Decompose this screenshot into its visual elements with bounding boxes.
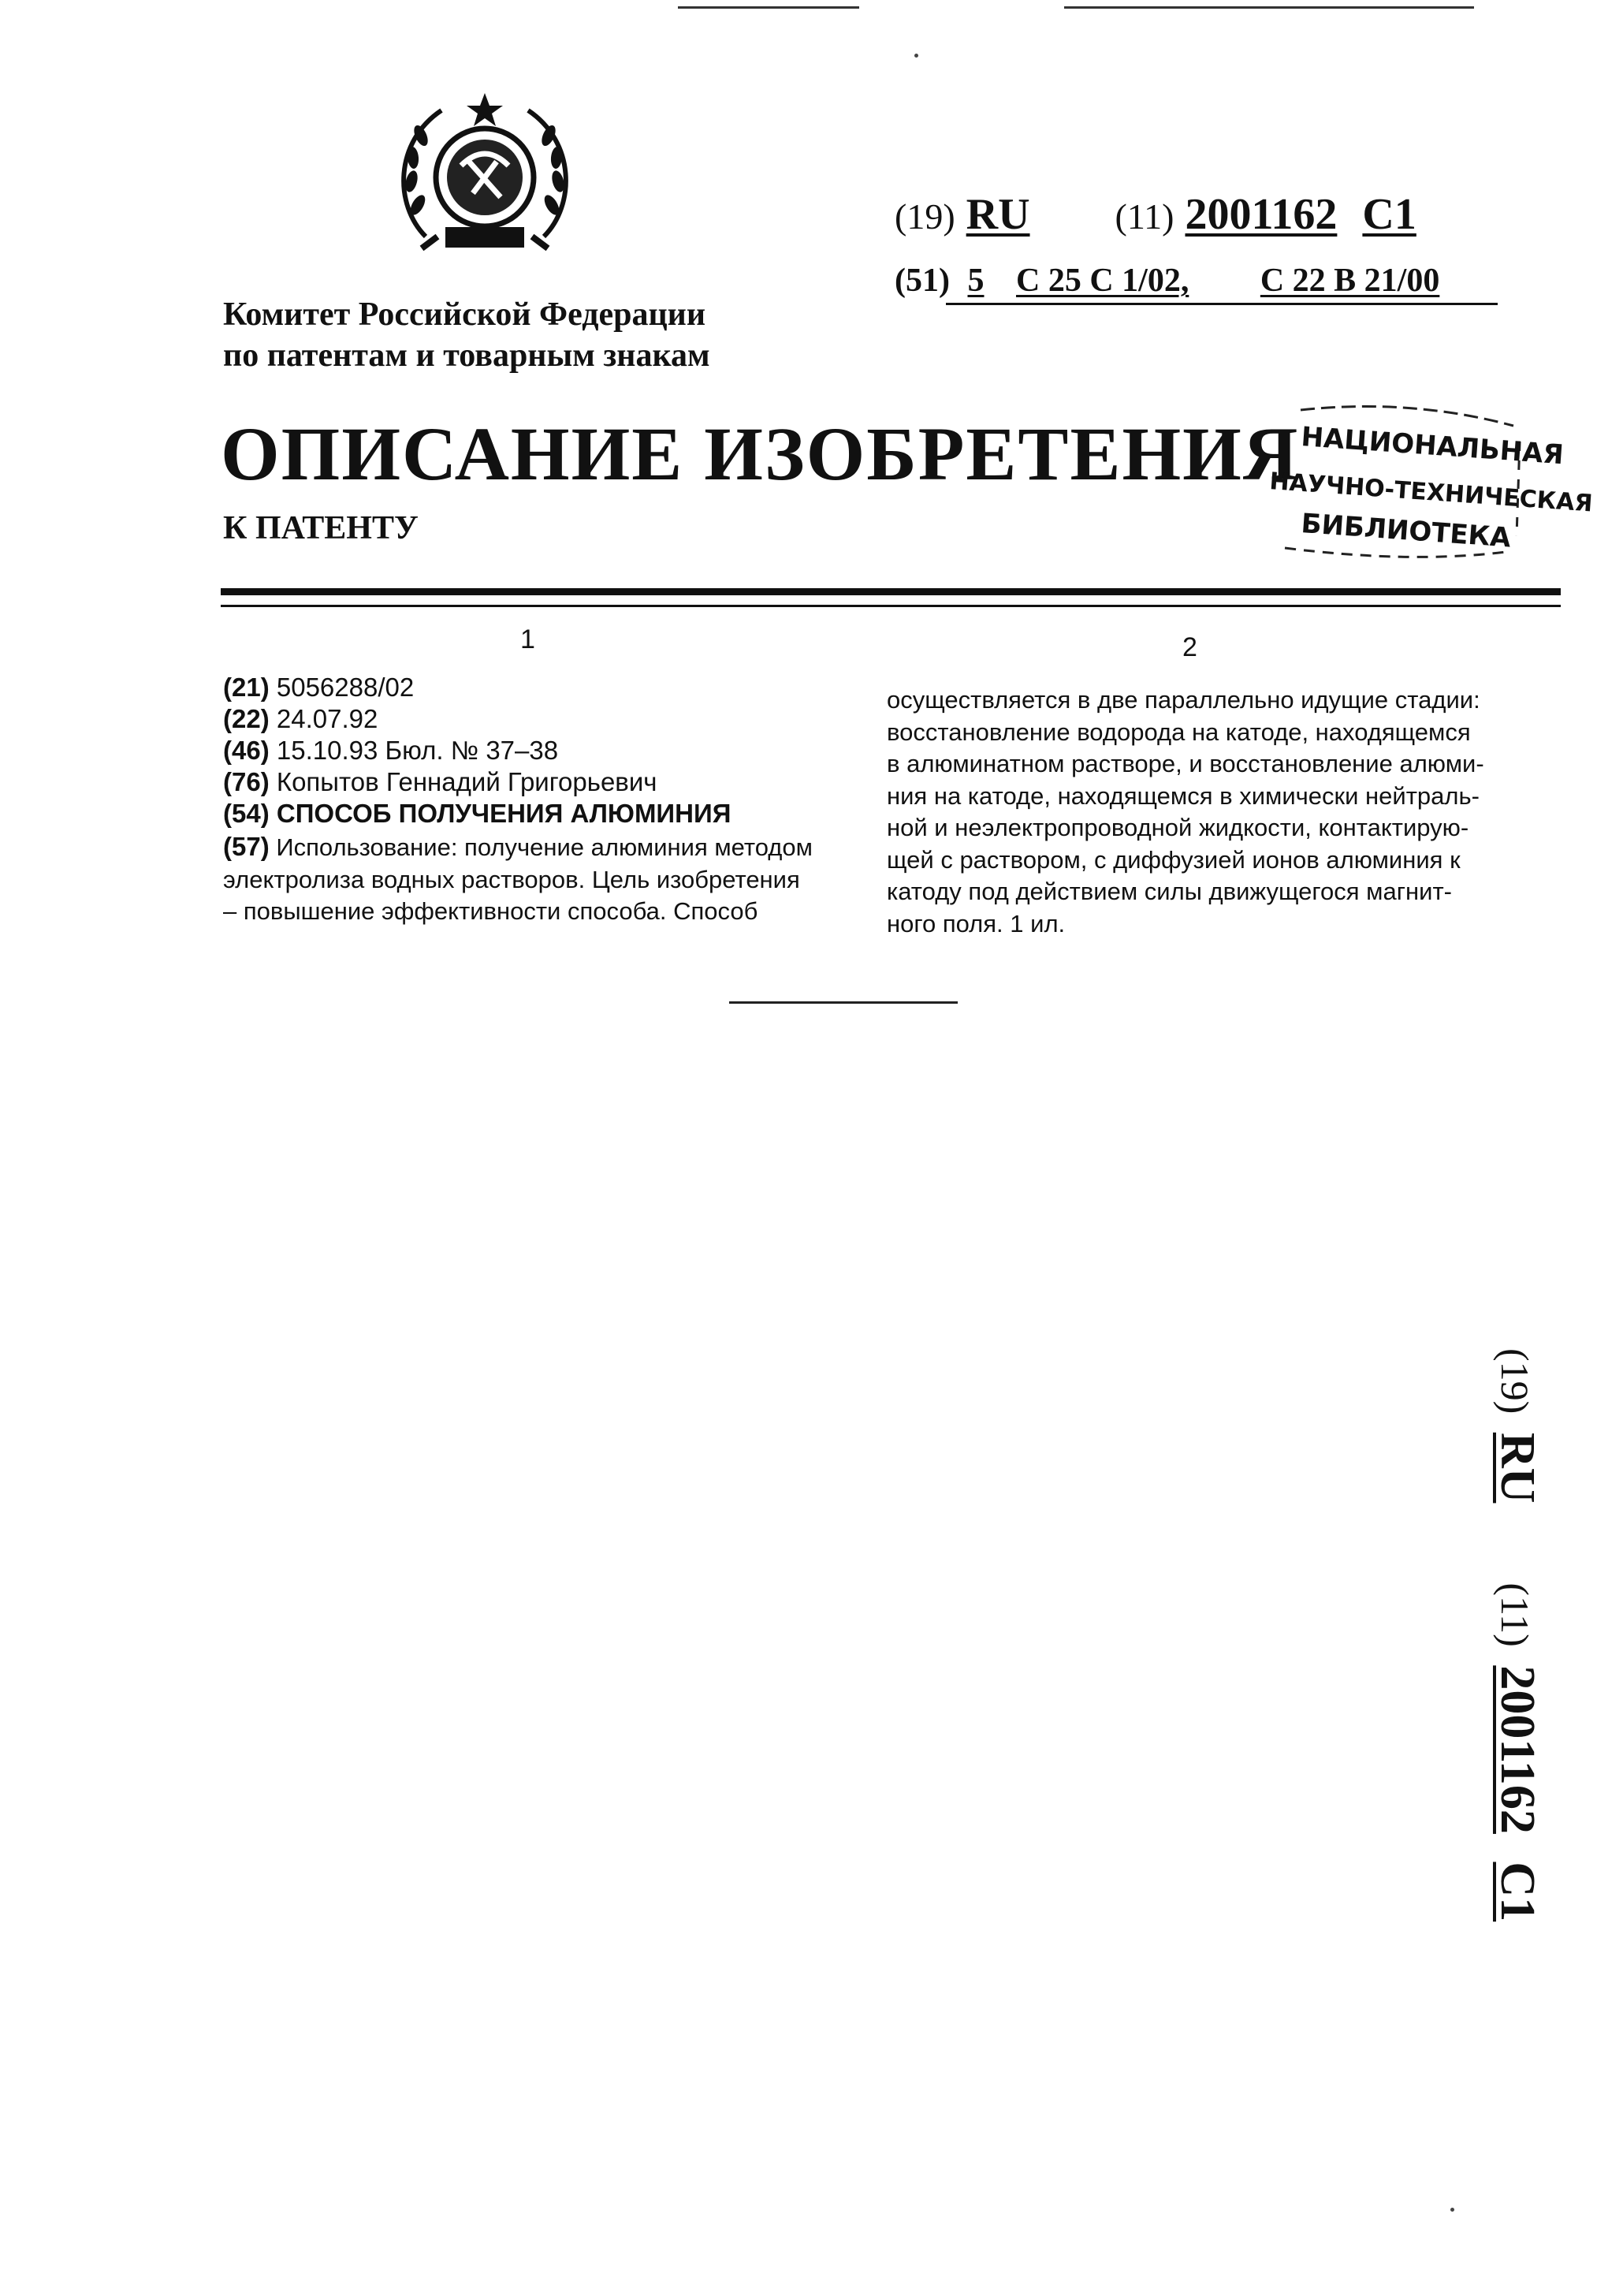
document-subtitle: К ПАТЕНТУ xyxy=(223,510,419,546)
abstract-line: ния на катоде, находящемся в химически нейтраль- xyxy=(887,781,1480,810)
abstract-line: катоду под действием силы движущегося магнит- xyxy=(887,878,1452,905)
field-54 xyxy=(223,798,731,829)
side-country: RU xyxy=(1491,1432,1544,1504)
field-value: 5056288/02 xyxy=(276,673,415,702)
abstract-line: восстановление водорода на катоде, находящемся xyxy=(887,718,1471,746)
code51-label: (51) xyxy=(895,263,950,299)
abstract-line xyxy=(223,831,813,864)
abstract-line: ного поля. 1 ил. xyxy=(887,909,1066,937)
ipc-underline xyxy=(946,303,1498,305)
side-code11: (11) xyxy=(1493,1582,1537,1647)
abstract-line: осуществляется в две параллельно идущие стадии: xyxy=(887,686,1480,714)
side-code19: (19) xyxy=(1493,1348,1537,1414)
stamp-line-1: НАЦИОНАЛЬНАЯ xyxy=(1300,421,1565,472)
side-patent-number: 2001162 xyxy=(1491,1665,1544,1834)
header-rule-thick xyxy=(221,588,1561,595)
committee-line-2: по патентам и товарным знакам xyxy=(223,337,710,374)
abstract-line: – повышение эффективности способа. Способ xyxy=(223,897,758,925)
committee-line-1: Комитет Российской Федерации xyxy=(223,296,706,333)
field-value: 24.07.92 xyxy=(276,704,378,733)
scan-speck xyxy=(1450,2208,1454,2212)
abstract-line: в алюминатном растворе, и восстановление алюми- xyxy=(887,750,1484,777)
abstract-line: ной и неэлектропроводной жидкости, контактирую- xyxy=(887,814,1469,841)
patent-id-line xyxy=(895,189,1416,240)
section-divider xyxy=(729,1001,958,1004)
ipc-line xyxy=(895,262,1439,300)
ipc-edition: 5 xyxy=(967,263,985,299)
side-patent-id xyxy=(1489,1348,1545,1921)
abstract-line: щей с раствором, с диффузией ионов алюминия к xyxy=(887,845,1461,874)
ipc-class-1: C 25 C 1/02, xyxy=(1015,263,1189,299)
field-22 xyxy=(223,703,378,735)
stamp-line-3: БИБЛИОТЕКА xyxy=(1300,508,1512,554)
document-title: ОПИСАНИЕ ИЗОБРЕТЕНИЯ xyxy=(221,412,1300,496)
field-21 xyxy=(223,672,414,703)
invention-title: СПОСОБ ПОЛУЧЕНИЯ АЛЮМИНИЯ xyxy=(276,799,731,828)
field-code: (54) xyxy=(223,799,270,828)
field-code: (76) xyxy=(223,767,270,796)
committee-name xyxy=(223,294,710,376)
field-46 xyxy=(223,735,558,766)
field-code: (22) xyxy=(223,704,270,733)
abstract-left xyxy=(223,831,813,928)
abstract-right xyxy=(887,684,1484,940)
field-code: (46) xyxy=(223,736,270,765)
code19-label: (19) xyxy=(895,196,955,237)
field-76 xyxy=(223,766,657,798)
patent-kind: C1 xyxy=(1362,190,1416,239)
state-emblem-icon xyxy=(394,87,575,256)
side-kind: C1 xyxy=(1491,1862,1544,1922)
top-rule-left xyxy=(678,6,859,9)
column-number-right: 2 xyxy=(1182,632,1197,662)
ipc-class-2: C 22 B 21/00 xyxy=(1260,263,1440,299)
field-value: Копытов Геннадий Григорьевич xyxy=(276,767,657,796)
country-code: RU xyxy=(966,190,1030,239)
stamp-line-2: НАУЧНО-ТЕХНИЧЕСКАЯ xyxy=(1268,468,1594,518)
library-stamp xyxy=(1253,394,1594,576)
abstract-text: Использование: получение алюминия методом xyxy=(276,833,813,861)
field-code: (21) xyxy=(223,673,270,702)
top-rule-right xyxy=(1064,6,1474,9)
field-value: 15.10.93 Бюл. № 37–38 xyxy=(276,736,559,765)
abstract-line: электролиза водных растворов. Цель изобретения xyxy=(223,865,800,893)
patent-number: 2001162 xyxy=(1185,190,1338,239)
header-rule-thin xyxy=(221,605,1561,607)
field-code: (57) xyxy=(223,832,270,861)
column-number-left: 1 xyxy=(520,624,535,654)
scan-speck xyxy=(914,54,918,58)
code11-label: (11) xyxy=(1115,196,1174,237)
